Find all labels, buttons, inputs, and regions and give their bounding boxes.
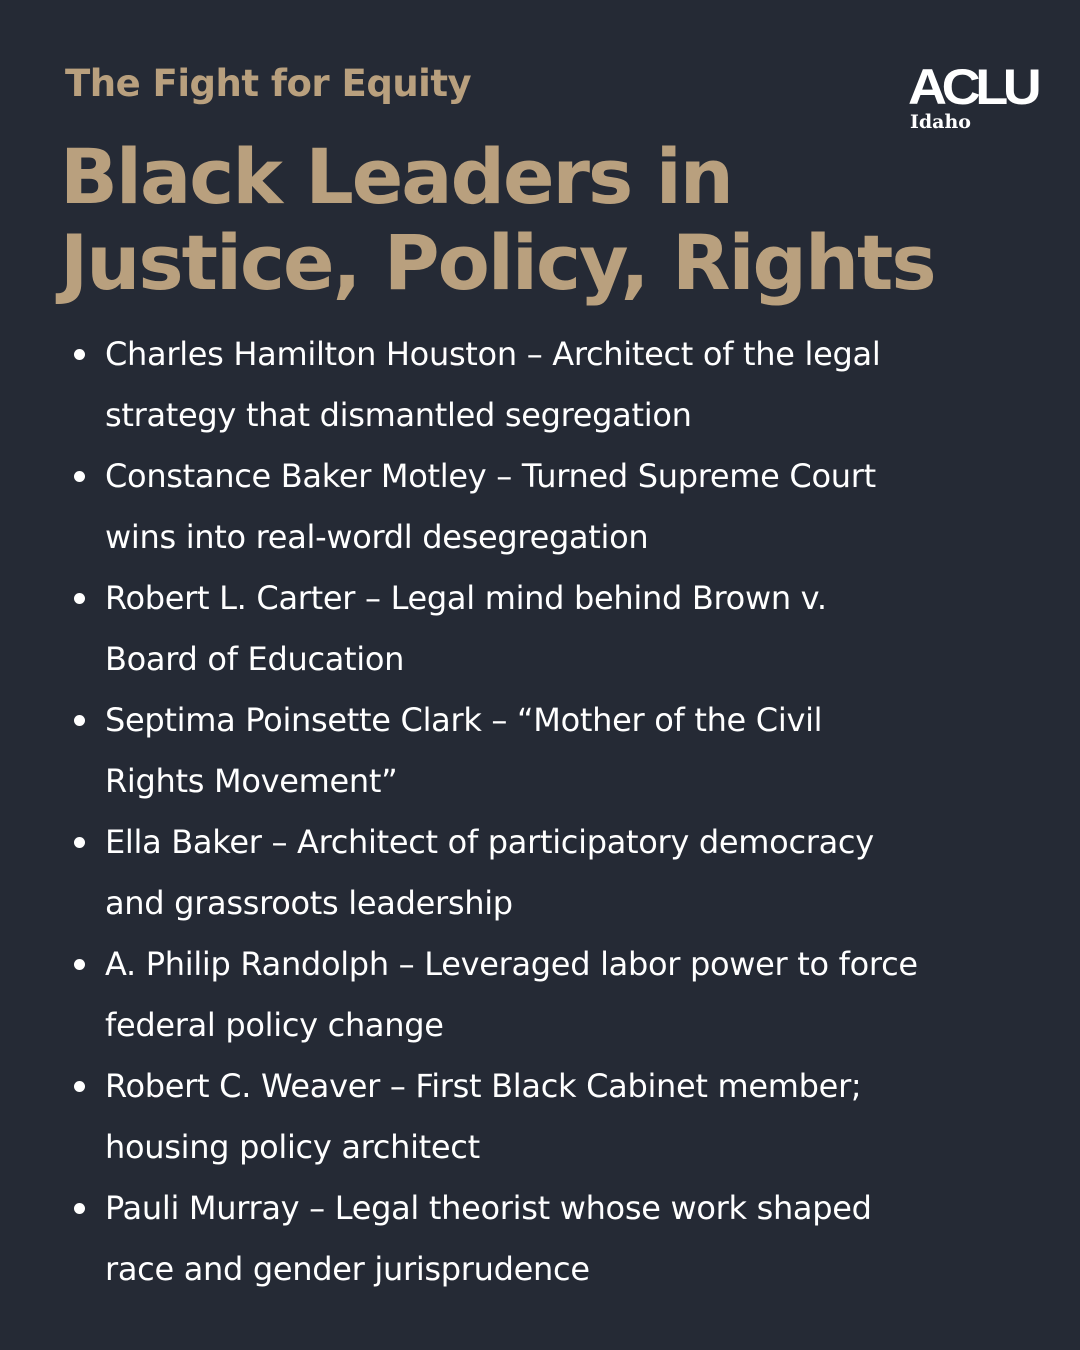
list-item-line-2: wins into real-wordl desegregation bbox=[105, 518, 649, 556]
leaders-list bbox=[0, 324, 1080, 1300]
list-item-line-2: housing policy architect bbox=[105, 1128, 480, 1166]
page-title-line-1: Black Leaders in bbox=[60, 132, 732, 221]
bullet-icon bbox=[74, 715, 85, 726]
aclu-affiliate-label: Idaho bbox=[910, 111, 971, 133]
list-item-line-2: strategy that dismantled segregation bbox=[105, 396, 692, 434]
list-item-line-2: and grassroots leadership bbox=[105, 884, 513, 922]
bullet-icon bbox=[74, 959, 85, 970]
aclu-idaho-logo bbox=[908, 59, 1037, 134]
list-item-line-1: Ella Baker – Architect of participatory democracy bbox=[105, 823, 874, 861]
list-item-line-2: federal policy change bbox=[105, 1006, 444, 1044]
list-item bbox=[0, 446, 1080, 568]
list-item bbox=[0, 568, 1080, 690]
list-item bbox=[0, 812, 1080, 934]
list-item-line-1: Constance Baker Motley – Turned Supreme Court bbox=[105, 457, 876, 495]
eyebrow-heading: The Fight for Equity bbox=[65, 62, 472, 105]
bullet-icon bbox=[74, 837, 85, 848]
list-item-line-1: A. Philip Randolph – Leveraged labor power to force bbox=[105, 945, 918, 983]
aclu-wordmark: ACLU bbox=[908, 59, 1037, 115]
bullet-icon bbox=[74, 1081, 85, 1092]
list-item-line-1: Robert L. Carter – Legal mind behind Brown v. bbox=[105, 579, 827, 617]
page-title bbox=[60, 134, 935, 306]
list-item bbox=[0, 1056, 1080, 1178]
bullet-icon bbox=[74, 1203, 85, 1214]
list-item-line-1: Pauli Murray – Legal theorist whose work shaped bbox=[105, 1189, 872, 1227]
list-item-line-1: Charles Hamilton Houston – Architect of the legal bbox=[105, 335, 881, 373]
list-item bbox=[0, 690, 1080, 812]
list-item-line-2: race and gender jurisprudence bbox=[105, 1250, 590, 1288]
bullet-icon bbox=[74, 471, 85, 482]
list-item-line-2: Rights Movement” bbox=[105, 762, 398, 800]
page-title-line-2: Justice, Policy, Rights bbox=[60, 218, 935, 307]
list-item bbox=[0, 934, 1080, 1056]
bullet-icon bbox=[74, 593, 85, 604]
list-item-line-1: Robert C. Weaver – First Black Cabinet member; bbox=[105, 1067, 862, 1105]
list-item bbox=[0, 1178, 1080, 1300]
list-item-line-2: Board of Education bbox=[105, 640, 405, 678]
bullet-icon bbox=[74, 349, 85, 360]
list-item-line-1: Septima Poinsette Clark – “Mother of the Civil bbox=[105, 701, 823, 739]
list-item bbox=[0, 324, 1080, 446]
